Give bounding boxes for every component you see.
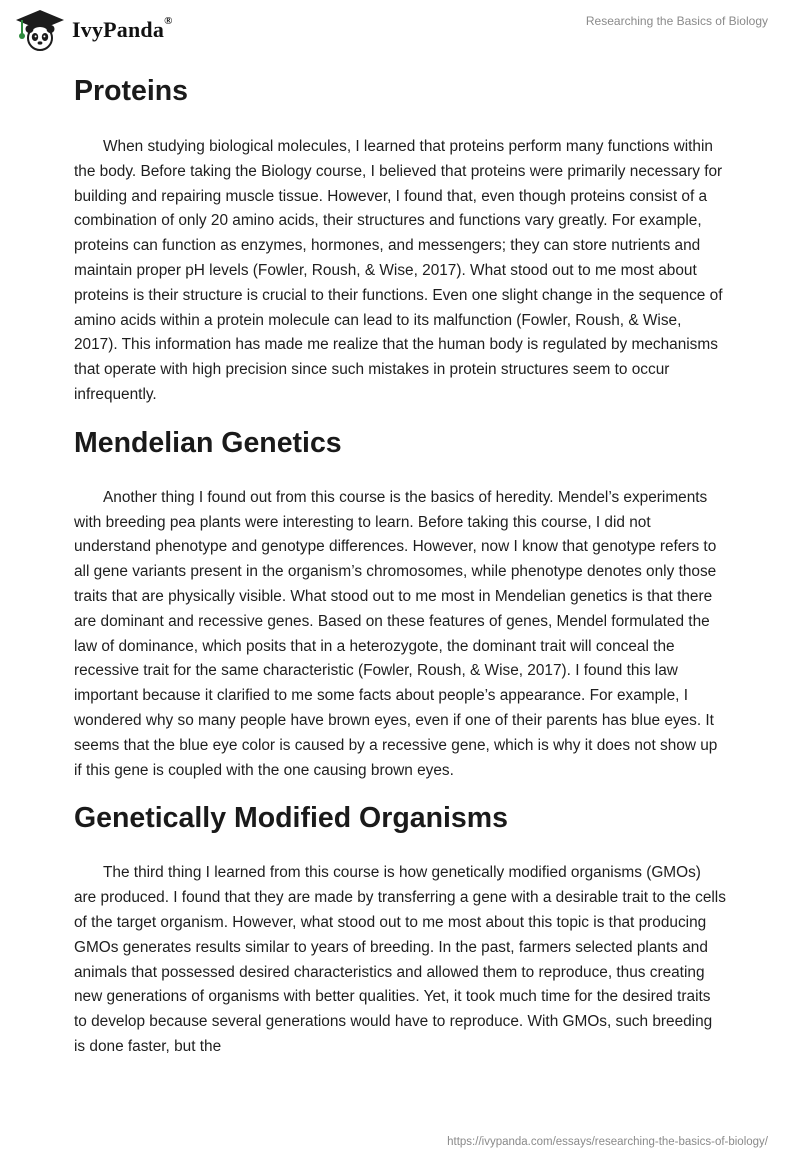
section-heading: Proteins bbox=[74, 75, 189, 107]
section-paragraph: Another thing I found out from this course is the basics of heredity. Mendel’s experiments with breeding pea plants were interesting to learn. Before taking this course, I did not understand phenotype and genotype differences. However, now I know that genotype refers to all gene variants present in the organism’s chromosomes, while phenotype denotes only those traits that are physically visible. What stood out to me most in Mendelian genetics is that there are dominant and recessive genes. Based on these features of genes, Mendel formulated the law of dominance, which posits that in a heterozygote, the dominant trait will conceal the recessive trait for the same characteristic (Fowler, Roush, & Wise, 2017). I found this law important because it clarified to me some facts about people’s appearance. For example, I wondered why so many people have brown eyes, even if one of their parents has blue eyes. It seems that the blue eye color is caused by a recessive gene, which is why it does not show up if this gene is coupled with the one causing brown eyes. bbox=[74, 488, 718, 779]
brand-logo[interactable] bbox=[14, 8, 173, 52]
panda-graduation-cap-icon bbox=[14, 8, 66, 52]
section-proteins bbox=[74, 70, 726, 408]
brand-name bbox=[72, 17, 173, 43]
registered-mark: ® bbox=[164, 15, 173, 27]
section-paragraph: When studying biological molecules, I learned that proteins perform many functions within the body. Before taking the Biology course, I believed that proteins were primarily necessary for building and repairing muscle tissue. However, I found that, even though proteins consist of a combination of only 20 amino acids, their structures and functions vary greatly. For example, proteins can function as enzymes, hormones, and messengers; they can store nutrients and maintain proper pH levels (Fowler, Roush, & Wise, 2017). What stood out to me most about proteins is their structure is crucial to their functions. Even one slight change in the sequence of amino acids within a protein molecule can lead to its malfunction (Fowler, Roush, & Wise, 2017). This information has made me realize that the human body is regulated by mechanisms that operate with high precision since such mistakes in protein structures seem to occur infrequently. bbox=[74, 138, 723, 403]
brand-name-text: IvyPanda bbox=[72, 17, 165, 42]
section-heading: Genetically Modified Organisms bbox=[74, 802, 508, 835]
section-mendelian-genetics bbox=[74, 422, 726, 784]
section-gmo bbox=[74, 797, 726, 1059]
essay-content bbox=[74, 70, 726, 1060]
running-title: Researching the Basics of Biology bbox=[585, 14, 768, 28]
page-header bbox=[0, 0, 800, 64]
section-heading: Mendelian Genetics bbox=[74, 426, 342, 459]
section-paragraph: The third thing I learned from this course is how genetically modified organisms (GMOs) are produced. I found that they are made by transferring a gene with a desirable trait to the cells of the target organism. However, what stood out to me most about this topic is that producing GMOs generates results similar to years of breeding. In the past, farmers selected plants and animals that possessed desired characteristics and allowed them to reproduce, thus creating new generations of organisms with better qualities. Yet, it took much time for the desired traits to develop because several generations would have to reproduce. With GMOs, such breeding is done faster, but the bbox=[74, 864, 726, 1055]
source-url[interactable]: https://ivypanda.com/essays/researching-the-basics-of-biology/ bbox=[447, 1136, 768, 1148]
